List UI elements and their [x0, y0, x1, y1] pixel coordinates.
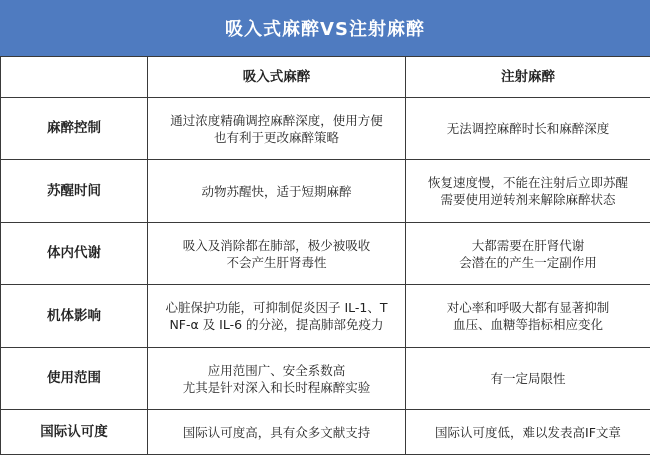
table-row [1, 223, 650, 285]
table-row [1, 348, 650, 410]
inhaled-cell: 心脏保护功能，可抑制促炎因子 IL-1、T NF-α 及 IL-6 的分泌，提高肺部免疫力 [148, 285, 406, 348]
injected-cell: 大都需要在肝肾代谢 会潜在的产生一定副作用 [406, 223, 650, 285]
row-label: 苏醒时间 [1, 160, 148, 223]
row-label: 机体影响 [1, 285, 148, 348]
row-label: 体内代谢 [1, 223, 148, 285]
injected-cell: 对心率和呼吸大都有显著抑制 血压、血糖等指标相应变化 [406, 285, 650, 348]
table-row [1, 285, 650, 348]
injected-cell: 恢复速度慢，不能在注射后立即苏醒 需要使用逆转剂来解除麻醉状态 [406, 160, 650, 223]
row-label: 国际认可度 [1, 410, 148, 455]
row-label: 麻醉控制 [1, 98, 148, 160]
inhaled-cell: 应用范围广、安全系数高 尤其是针对深入和长时程麻醉实验 [148, 348, 406, 410]
table-title: 吸入式麻醉VS注射麻醉 [0, 0, 650, 56]
inhaled-cell: 国际认可度高，具有众多文献支持 [148, 410, 406, 455]
table-row [1, 98, 650, 160]
inhaled-cell: 吸入及消除都在肺部，极少被吸收 不会产生肝肾毒性 [148, 223, 406, 285]
header-row [1, 57, 650, 98]
injected-cell: 有一定局限性 [406, 348, 650, 410]
inhaled-cell: 通过浓度精确调控麻醉深度，使用方便 也有利于更改麻醉策略 [148, 98, 406, 160]
header-empty-cell [1, 57, 148, 98]
header-inhaled: 吸入式麻醉 [148, 57, 406, 98]
header-injected: 注射麻醉 [406, 57, 650, 98]
injected-cell: 无法调控麻醉时长和麻醉深度 [406, 98, 650, 160]
row-label: 使用范围 [1, 348, 148, 410]
table-row [1, 160, 650, 223]
inhaled-cell: 动物苏醒快，适于短期麻醉 [148, 160, 406, 223]
table-row [1, 410, 650, 455]
comparison-table [0, 56, 650, 455]
injected-cell: 国际认可度低，难以发表高IF文章 [406, 410, 650, 455]
